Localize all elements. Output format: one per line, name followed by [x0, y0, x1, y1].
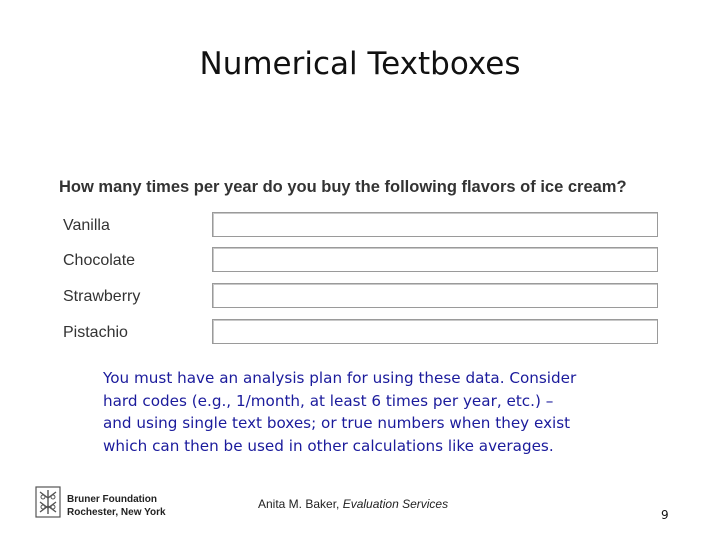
flavor-label: Vanilla: [63, 217, 110, 234]
bruner-foundation-logo-icon: [35, 486, 61, 518]
footer-org-name: Bruner Foundation: [67, 494, 157, 505]
note-line: hard codes (e.g., 1/month, at least 6 times per year, etc.) –: [103, 391, 554, 410]
footer-author: [258, 497, 448, 511]
flavor-row-pistachio: [58, 319, 668, 347]
survey-question-block: [58, 174, 668, 341]
note-line: which can then be used in other calculations like averages.: [103, 436, 554, 455]
page-number: 9: [661, 508, 669, 522]
survey-question: How many times per year do you buy the following flavors of ice cream?: [59, 178, 627, 196]
flavor-row-strawberry: [58, 283, 668, 311]
flavor-row-vanilla: [58, 212, 668, 240]
note-line: You must have an analysis plan for using these data. Consider: [103, 369, 577, 387]
flavor-label: Pistachio: [63, 324, 128, 341]
footer-author-name: Anita M. Baker,: [258, 497, 343, 511]
chocolate-input[interactable]: [212, 247, 658, 272]
pistachio-input[interactable]: [212, 319, 658, 344]
flavor-label: Strawberry: [63, 288, 141, 305]
strawberry-input[interactable]: [212, 283, 658, 308]
flavor-row-chocolate: [58, 247, 668, 275]
footer-org-location: Rochester, New York: [67, 507, 166, 518]
analysis-note: [103, 367, 663, 457]
note-line: and using single text boxes; or true numbers when they exist: [103, 414, 571, 432]
footer-author-org: Evaluation Services: [342, 497, 449, 511]
footer-organization: [67, 493, 166, 519]
vanilla-input[interactable]: [212, 212, 658, 237]
slide-title: Numerical Textboxes: [199, 46, 521, 82]
flavor-label: Chocolate: [63, 252, 136, 269]
